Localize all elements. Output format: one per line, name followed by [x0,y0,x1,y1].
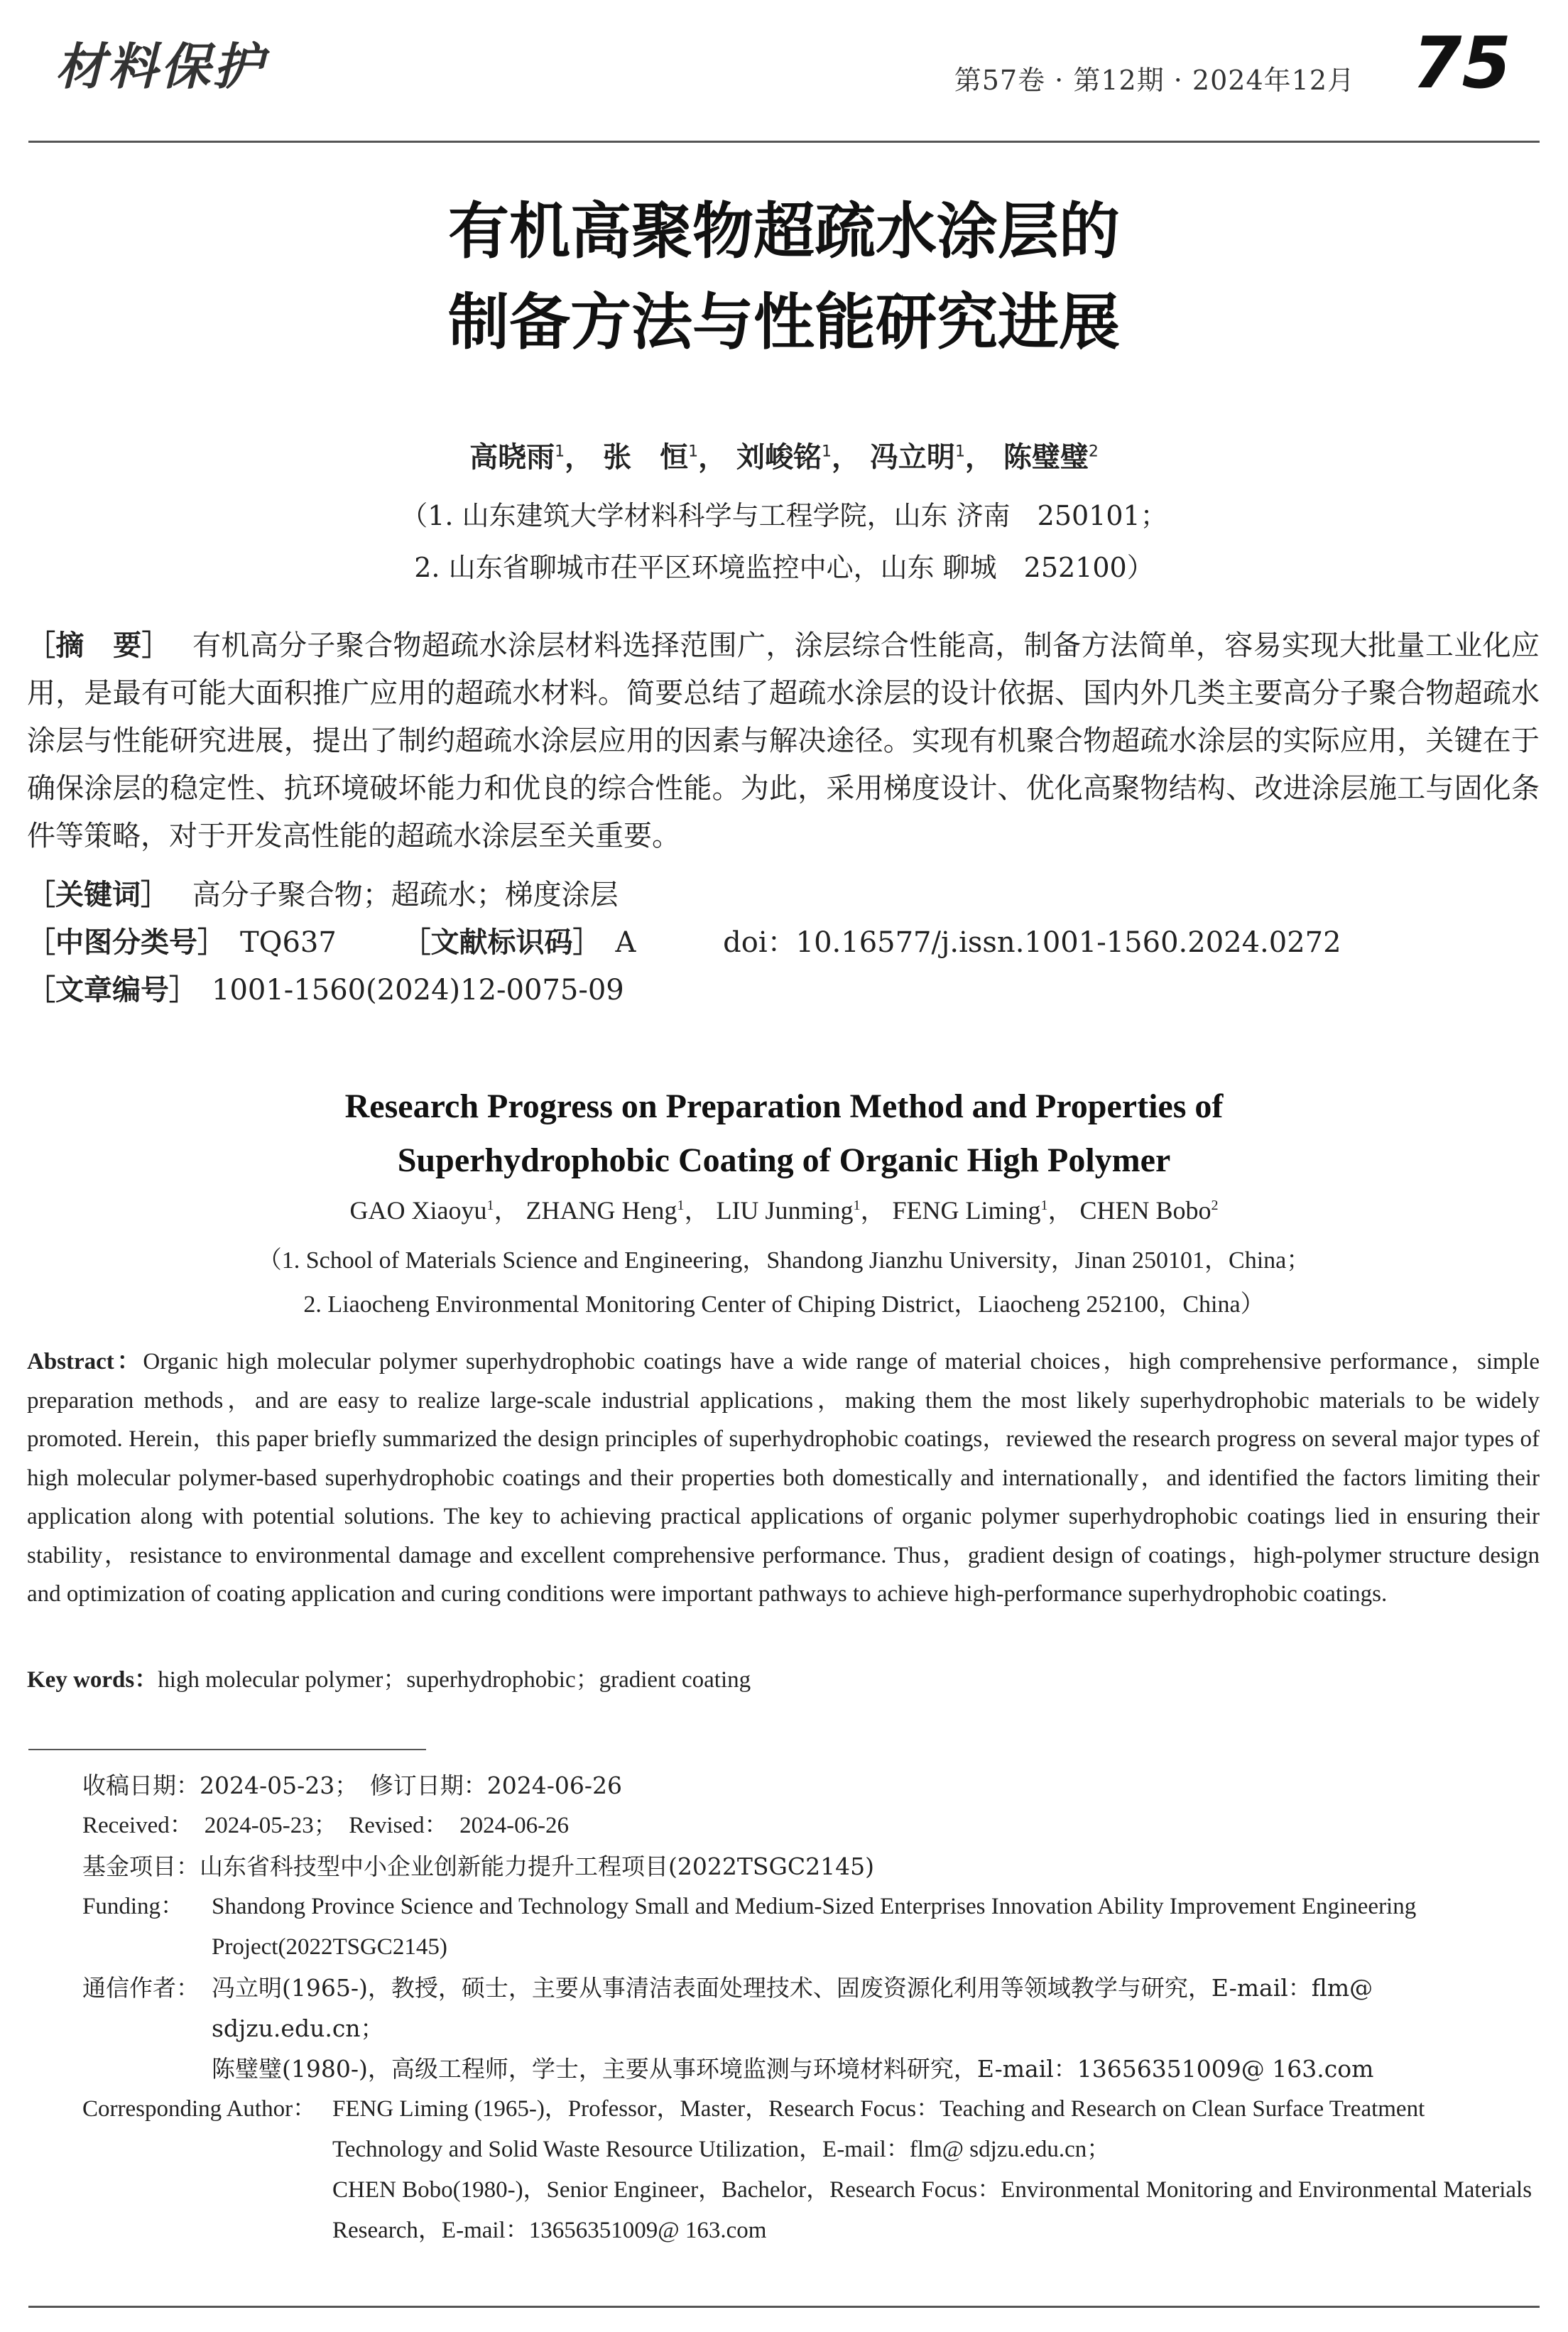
header-rule [28,141,1540,143]
keywords-cn-text: 高分子聚合物；超疏水；梯度涂层 [192,879,619,911]
abstract-en-label: Abstract： [27,1349,143,1374]
footnote-received-en [82,1806,1538,1846]
issue-info: 第57卷 · 第12期 · 2024年12月 [954,65,1355,96]
title-cn-line-1: 有机高聚物超疏水涂层的 [448,196,1120,267]
authors-en: GAO Xiaoyu$^1$， ZHANG Heng$^1$， LIU Junming$^1$， FENG Liming$^1$， CHEN Bobo$^2$ [349,1196,1219,1225]
footnote-corresponding-en [82,2089,1540,2251]
fund-cn-text: 山东省科技型中小企业创新能力提升工程项目(2022TSGC2145) [200,1853,874,1880]
affiliation-en-2: 2. Liaocheng Environmental Monitoring Center of Chiping District，Liaocheng 252100，China） [303,1291,1265,1318]
clc-label: ［中图分类号］ [27,926,226,959]
page-number: 75 [1412,21,1511,104]
corresponding-cn-label: 通信作者： [82,1974,200,2002]
author-en: CHEN Bobo$^2$ [1079,1196,1219,1225]
keywords-en [27,1661,751,1694]
abstract-cn [27,622,1540,860]
abstract-en [27,1343,1540,1614]
author-cn: 高晓雨$^1$ [469,441,565,474]
author-en: GAO Xiaoyu$^1$ [349,1196,494,1225]
author-en: LIU Junming$^1$ [716,1196,861,1225]
doi[interactable]: doi：10.16577/j.issn.1001-1560.2024.0272 [723,926,1341,959]
received-en-text: 2024-05-23； Revised： 2024-06-26 [204,1813,570,1838]
corresponding-cn-line-2: 陈璧璧(1980-)，高级工程师，学士，主要从事环境监测与环境材料研究，E-mail：13656351009@ 163.com [212,2055,1374,2083]
author-en: ZHANG Heng$^1$ [526,1196,685,1225]
fund-cn-label: 基金项目： [82,1853,200,1880]
keywords-cn [27,872,619,913]
keywords-en-text: high molecular polymer；superhydrophobic；gradient coating [158,1667,751,1693]
received-en-label: Received： [82,1813,193,1838]
bottom-rule [28,2306,1540,2308]
footnote-rule [28,1749,426,1750]
abstract-cn-text: 有机高分子聚合物超疏水涂层材料选择范围广，涂层综合性能高，制备方法简单，容易实现大批量工业化应用，是最有可能大面积推广应用的超疏水材料。简要总结了超疏水涂层的设计依据、国内外几类主要高分子聚合物超疏水涂层与性能研究进展，提出了制约超疏水涂层应用的因素与解决途径。实现有机聚合物超疏水涂层的实际应用，关键在于确保涂层的稳定性、抗环境破坏能力和优良的综合性能。为此，采用梯度设计、优化高聚物结构、改进涂层施工与固化条件等策略，对于开发高性能的超疏水涂层至关重要。 [27,629,1540,852]
author-cn: 冯立明$^1$ [869,441,965,474]
journal-logo: 材料保护 [55,37,266,96]
author-en: FENG Liming$^1$ [892,1196,1048,1225]
authors-cn: 高晓雨$^1$， 张 恒$^1$， 刘峻铭$^1$， 冯立明$^1$， 陈璧璧$^2$ [469,441,1099,474]
footnote-fund-cn [82,1846,1538,1887]
doc-code-label: ［文献标识码］ [402,926,601,959]
author-cn: 刘峻铭$^1$ [736,441,832,474]
corresponding-cn-line-1: 冯立明(1965-)，教授，硕士，主要从事清洁表面处理技术、固废资源化利用等领域教学与研究，E-mail：flm@ sdjzu.edu.cn； [212,1974,1373,2042]
corresponding-en-label: Corresponding Author： [82,2096,317,2122]
author-cn: 张 恒$^1$ [603,441,699,474]
doc-code-value: A [615,926,636,959]
keywords-en-label: Key words： [27,1667,158,1693]
received-cn-text: 2024-05-23； 修订日期：2024-06-26 [200,1772,623,1799]
title-en-line-1: Research Progress on Preparation Method and Properties of [344,1088,1224,1125]
corresponding-en-line-1: FENG Liming (1965-)，Professor，Master，Research Focus：Teaching and Research on Clean Surface Treatment Technology and Solid Waste Resource Utilization，E-mail：flm@ sdjzu.edu.cn； [332,2096,1425,2162]
affiliation-cn-2: 2. 山东省聊城市茌平区环境监控中心，山东 聊城 252100） [414,552,1154,583]
article-number-label: ［文章编号］ [27,974,197,1007]
abstract-cn-label: ［摘 要］ [27,629,170,662]
title-en-line-2: Superhydrophobic Coating of Organic High Polymer [397,1141,1171,1179]
article-number [27,967,624,1008]
corresponding-en-line-2: CHEN Bobo(1980-)，Senior Engineer，Bachelor，Research Focus：Environmental Monitoring and Environmental Materials Research，E-mail：13656351009@ 163.com [332,2177,1532,2243]
footnote-fund-en [82,1887,1540,1968]
received-cn-label: 收稿日期： [82,1772,200,1799]
footnote-received-cn [82,1765,1538,1806]
article-number-value: 1001-1560(2024)12-0075-09 [212,974,624,1007]
clc-value: TQ637 [240,926,337,959]
author-cn: 陈璧璧$^2$ [1003,441,1099,474]
title-cn-line-2: 制备方法与性能研究进展 [448,287,1120,358]
fund-en-text: Shandong Province Science and Technology Small and Medium-Sized Enterprises Innovation Ability Improvement Engineering Project(2022TSGC2145) [212,1894,1417,1960]
footnote-corresponding-cn [82,1968,1540,2089]
affiliation-en-1: （1. School of Materials Science and Engineering，Shandong Jianzhu University，Jinan 250101，China； [257,1247,1311,1274]
keywords-cn-label: ［关键词］ [27,879,169,911]
abstract-en-text: Organic high molecular polymer superhydrophobic coatings have a wide range of material choices，high comprehensive performance，simple preparation methods，and are easy to realize large-scale industrial applications，making them the most likely superhydrophobic materials to be widely promoted. Herein，this paper briefly summarized the design principles of superhydrophobic coatings，reviewed the research progress on several major types of high molecular polymer-based superhydrophobic coatings and their properties both domestically and internationally，and identified the factors limiting their application along with potential solutions. The key to achieving practical applications of organic polymer superhydrophobic coatings lied in ensuring their stability，resistance to environmental damage and excellent comprehensive performance. Thus，gradient design of coatings，high-polymer structure design and optimization of coating application and curing conditions were important pathways to achieve high-performance superhydrophobic coatings. [27,1349,1540,1607]
classification-line [27,920,1540,960]
affiliation-cn-1: （1. 山东建筑大学材料科学与工程学院，山东 济南 250101； [401,500,1167,531]
fund-en-label: Funding： [82,1894,185,1919]
